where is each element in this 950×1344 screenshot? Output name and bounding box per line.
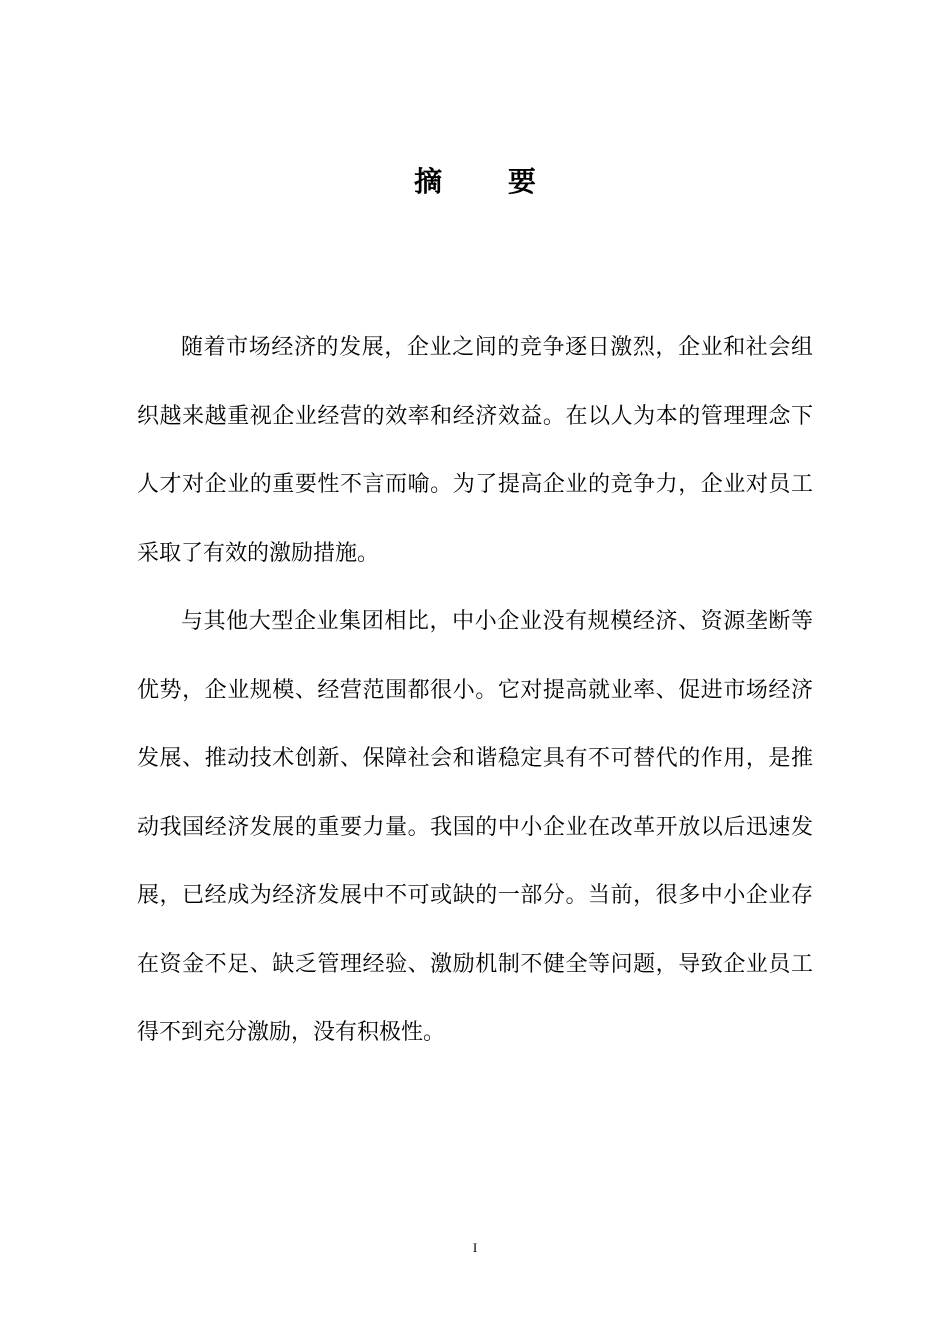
abstract-paragraph-2: 与其他大型企业集团相比，中小企业没有规模经济、资源垄断等优势，企业规模、经营范围都很小。它对提高就业率、促进市场经济发展、推动技术创新、保障社会和谐稳定具有不可替代的作用，是推动我国经济发展的重要力量。我国的中小企业在改革开放以后迅速发展，已经成为经济发展中不可或缺的一部分。当前，很多中小企业存在资金不足、缺乏管理经验、激励机制不健全等问题，导致企业员工得不到充分激励，没有积极性。 xyxy=(137,609,813,1045)
page-number: I xyxy=(472,1240,478,1255)
abstract-body xyxy=(137,314,813,1068)
abstract-title: 摘 要 xyxy=(414,165,564,198)
abstract-paragraph-1: 随着市场经济的发展，企业之间的竞争逐日激烈，企业和社会组织越来越重视企业经营的效率和经济效益。在以人为本的管理理念下人才对企业的重要性不言而喻。为了提高企业的竞争力，企业对员工采取了有效的激励措施。 xyxy=(137,335,813,566)
